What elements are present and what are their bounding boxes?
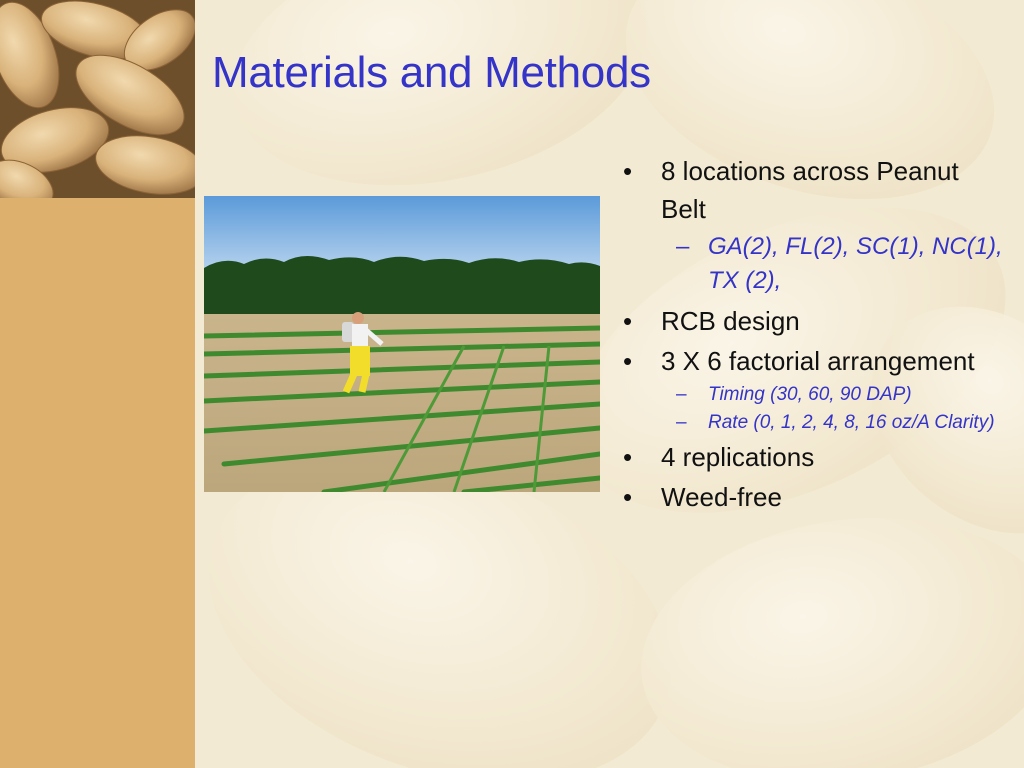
dash-marker: – [676,412,687,433]
bullet-text: RCB design [661,306,800,336]
bullet-marker: • [623,442,633,472]
bullet-text: 3 X 6 factorial arrangement [661,346,975,376]
bullet-item [620,152,1010,228]
bullet-marker: • [623,482,633,512]
sub-bullet-text: Timing (30, 60, 90 DAP) [708,384,912,405]
dash-marker: – [676,233,690,260]
sub-bullet-text: GA(2), FL(2), SC(1), NC(1), TX (2), [708,233,1003,294]
bullet-text: 4 replications [661,442,815,472]
bullet-marker: • [623,156,633,186]
left-sidebar-bar [0,198,195,768]
slide-title: Materials and Methods [212,48,651,97]
bullet-marker: • [623,346,633,376]
bullet-item [620,342,1010,380]
bullet-text: 8 locations across Peanut Belt [661,156,959,224]
dash-marker: – [676,384,687,405]
bullet-marker: • [623,306,633,336]
sub-bullet-item [620,410,1010,436]
bullet-list [620,152,1010,518]
sub-bullet-text: Rate (0, 1, 2, 4, 8, 16 oz/A Clarity) [708,412,995,433]
sub-bullet-item [620,230,1010,298]
field-sprayer-photo [204,196,600,492]
bullet-item [620,438,1010,476]
peanut-pods-photo [0,0,195,198]
bullet-item [620,478,1010,516]
sub-bullet-item [620,382,1010,408]
bullet-text: Weed-free [661,482,782,512]
bullet-item [620,302,1010,340]
